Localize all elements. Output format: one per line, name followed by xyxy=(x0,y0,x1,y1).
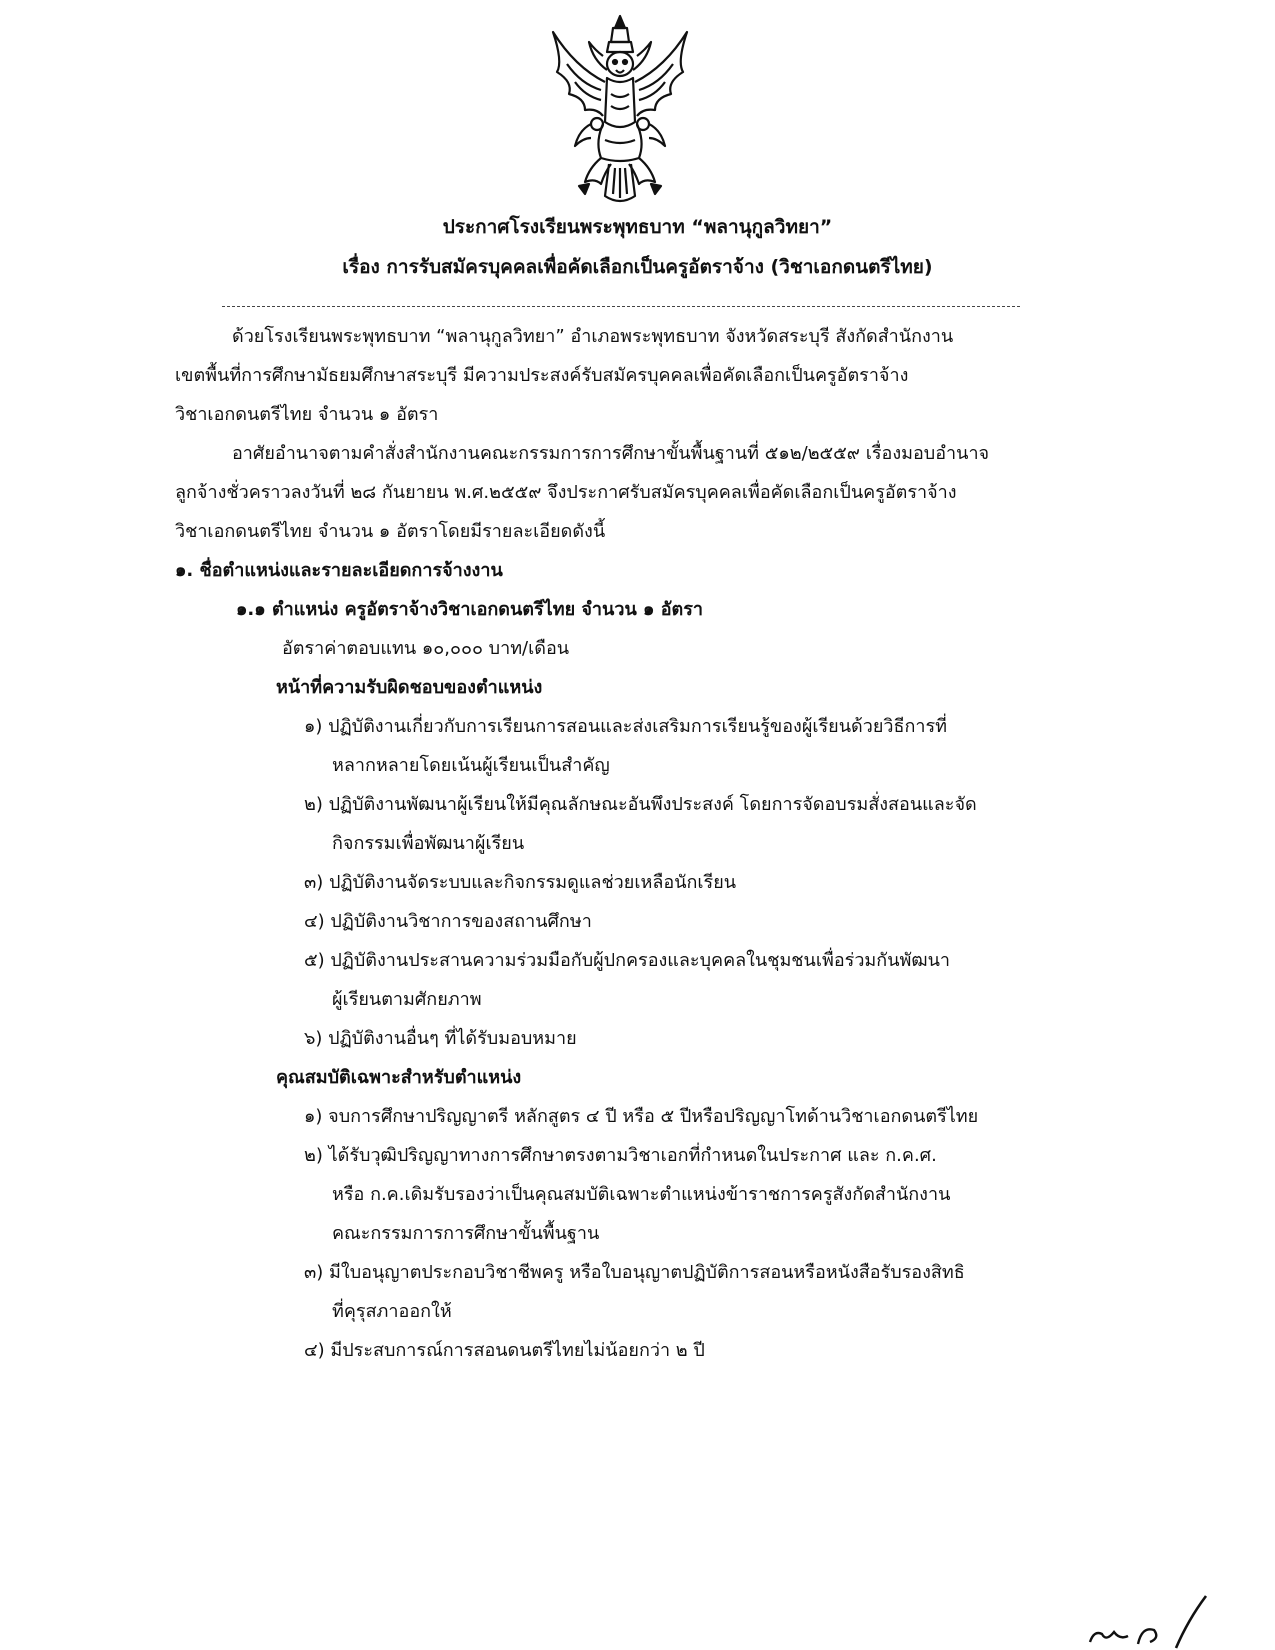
salary-text: อัตราค่าตอบแทน ๑๐,๐๐๐ บาท/เดือน xyxy=(282,638,570,659)
duty-1-line-2: หลากหลายโดยเน้นผู้เรียนเป็นสำคัญ xyxy=(332,755,610,776)
title-divider xyxy=(222,306,1020,307)
qualification-4: ๔) มีประสบการณ์การสอนดนตรีไทยไม่น้อยกว่า ๒ ปี xyxy=(304,1340,705,1361)
duty-1-line-1: ๑) ปฏิบัติงานเกี่ยวกับการเรียนการสอนและส่งเสริมการเรียนรู้ของผู้เรียนด้วยวิธีการที่ xyxy=(304,716,948,737)
qualification-2-line-2: หรือ ก.ค.เดิมรับรองว่าเป็นคุณสมบัติเฉพาะตำแหน่งข้าราชการครูสังกัดสำนักงาน xyxy=(332,1184,951,1205)
qualification-3-line-2: ที่คุรุสภาออกให้ xyxy=(332,1301,452,1322)
intro-paragraph-1-line-1: ด้วยโรงเรียนพระพุทธบาท “พลานุกูลวิทยา” อำเภอพระพุทธบาท จังหวัดสระบุรี สังกัดสำนักงาน xyxy=(232,326,954,347)
duty-2-line-1: ๒) ปฏิบัติงานพัฒนาผู้เรียนให้มีคุณลักษณะอันพึงประสงค์ โดยการจัดอบรมสั่งสอนและจัด xyxy=(304,794,977,815)
announcement-title: ประกาศโรงเรียนพระพุทธบาท “พลานุกูลวิทยา” xyxy=(442,216,833,238)
position-heading: ๑.๑ ตำแหน่ง ครูอัตราจ้างวิชาเอกดนตรีไทย จำนวน ๑ อัตรา xyxy=(236,599,703,620)
intro-paragraph-2-line-1: อาศัยอำนาจตามคำสั่งสำนักงานคณะกรรมการการศึกษาขั้นพื้นฐานที่ ๕๑๒/๒๕๕๙ เรื่องมอบอำนาจ xyxy=(232,443,990,464)
qualification-2-line-1: ๒) ได้รับวุฒิปริญญาทางการศึกษาตรงตามวิชาเอกที่กำหนดในประกาศ และ ก.ค.ศ. xyxy=(304,1145,937,1166)
intro-paragraph-2-line-3: วิชาเอกดนตรีไทย จำนวน ๑ อัตราโดยมีรายละเอียดดังนี้ xyxy=(175,521,606,542)
duties-heading: หน้าที่ความรับผิดชอบของตำแหน่ง xyxy=(276,677,543,698)
duty-5-line-1: ๕) ปฏิบัติงานประสานความร่วมมือกับผู้ปกครองและบุคคลในชุมชนเพื่อร่วมกันพัฒนา xyxy=(304,950,951,971)
qualification-2-line-3: คณะกรรมการการศึกษาขั้นพื้นฐาน xyxy=(332,1223,600,1244)
duty-3: ๓) ปฏิบัติงานจัดระบบและกิจกรรมดูแลช่วยเหลือนักเรียน xyxy=(304,872,737,893)
duty-5-line-2: ผู้เรียนตามศักยภาพ xyxy=(332,989,482,1010)
intro-paragraph-1-line-3: วิชาเอกดนตรีไทย จำนวน ๑ อัตรา xyxy=(175,404,439,425)
duty-2-line-2: กิจกรรมเพื่อพัฒนาผู้เรียน xyxy=(332,833,525,854)
duty-4: ๔) ปฏิบัติงานวิชาการของสถานศึกษา xyxy=(304,911,592,932)
qualification-3-line-1: ๓) มีใบอนุญาตประกอบวิชาชีพครู หรือใบอนุญาตปฏิบัติการสอนหรือหนังสือรับรองสิทธิ xyxy=(304,1262,965,1283)
intro-paragraph-2-line-2: ลูกจ้างชั่วคราวลงวันที่ ๒๘ กันยายน พ.ศ.๒๕๕๙ จึงประกาศรับสมัครบุคคลเพื่อคัดเลือกเป็นครูอัตราจ้าง xyxy=(175,482,957,503)
section-1-heading: ๑. ชื่อตำแหน่งและรายละเอียดการจ้างงาน xyxy=(175,560,503,581)
garuda-emblem-icon xyxy=(545,12,695,208)
announcement-subject: เรื่อง การรับสมัครบุคคลเพื่อคัดเลือกเป็นครูอัตราจ้าง (วิชาเอกดนตรีไทย) xyxy=(342,256,933,278)
qualification-1: ๑) จบการศึกษาปริญญาตรี หลักสูตร ๔ ปี หรือ ๕ ปีหรือปริญญาโทด้านวิชาเอกดนตรีไทย xyxy=(304,1106,979,1127)
qualifications-heading: คุณสมบัติเฉพาะสำหรับตำแหน่ง xyxy=(276,1067,522,1088)
duty-6: ๖) ปฏิบัติงานอื่นๆ ที่ได้รับมอบหมาย xyxy=(304,1028,577,1049)
intro-paragraph-1-line-2: เขตพื้นที่การศึกษามัธยมศึกษาสระบุรี มีความประสงค์รับสมัครบุคคลเพื่อคัดเลือกเป็นครูอัตราจ้าง xyxy=(175,365,909,386)
page-continue-mark xyxy=(1080,1590,1270,1650)
